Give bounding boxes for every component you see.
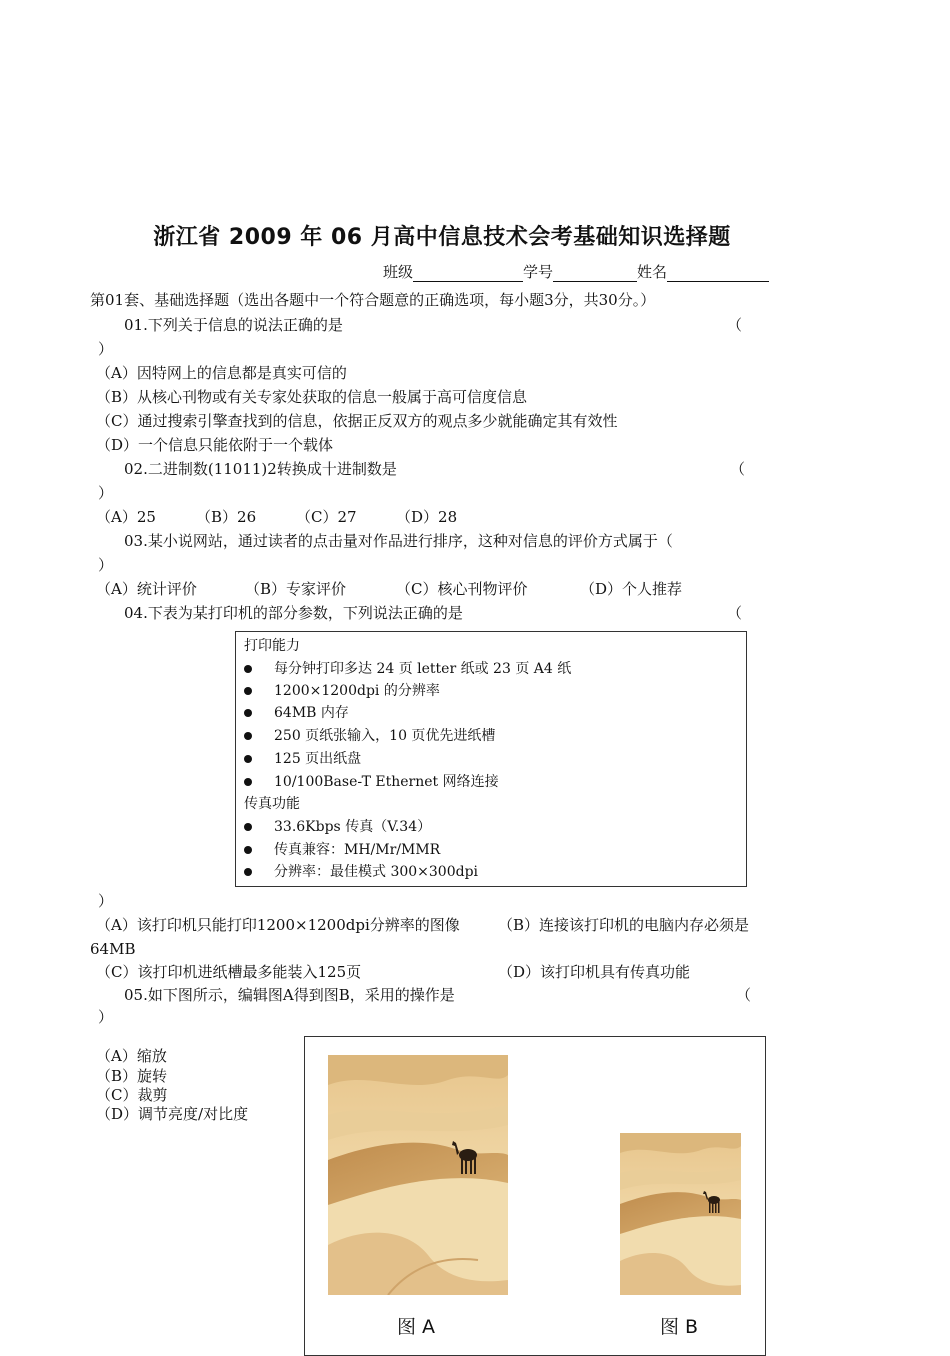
bullet-icon [244,868,252,876]
q2-option-a[interactable]: （A）25 [96,508,156,526]
q5-stem: 05.如下图所示，编辑图A得到图B，采用的操作是 [124,986,455,1004]
q4-option-b[interactable]: （B）连接该打印机的电脑内存必须是 [498,916,750,934]
q4-stem: 04.下表为某打印机的部分参数，下列说法正确的是 [124,604,463,622]
q5-answer-open-paren: （ [736,986,752,1004]
q1-answer-close-paren: ） [98,340,114,358]
bullet-icon [244,755,252,763]
student-info-line [383,262,769,282]
student-id-label: 学号 [523,263,554,281]
student-id-field[interactable] [553,265,637,282]
q1-option-c[interactable]: （C）通过搜索引擎查找到的信息，依据正反双方的观点多少就能确定其有效性 [96,412,618,430]
figure-a-caption: 图 A [397,1316,436,1338]
spec-item: 10/100Base-T Ethernet 网络连接 [244,771,499,791]
class-field[interactable] [413,265,523,282]
spec-item: 33.6Kbps 传真（V.34） [244,816,431,836]
print-capability-heading: 打印能力 [244,638,300,654]
q2-stem: 02.二进制数(11011)2转换成十进制数是 [124,460,397,478]
spec-item: 125 页出纸盘 [244,748,361,768]
q1-option-a[interactable]: （A）因特网上的信息都是真实可信的 [96,364,347,382]
bullet-icon [244,709,252,717]
spec-item: 每分钟打印多达 24 页 letter 纸或 23 页 A4 纸 [244,658,571,678]
q1-stem: 01.下列关于信息的说法正确的是 [124,316,343,334]
q2-answer-open-paren: （ [730,460,746,478]
spec-item: 传真兼容：MH/Mr/MMR [244,839,440,859]
q2-option-c[interactable]: （C）27 [296,508,357,526]
q4-option-b-continued[interactable]: 64MB [90,940,136,958]
bullet-icon [244,846,252,854]
q2-option-d[interactable]: （D）28 [396,508,458,526]
figure-b-desert-image [620,1133,741,1295]
q5-option-b[interactable]: （B）旋转 [96,1067,168,1085]
spec-item: 64MB 内存 [244,702,349,722]
section-heading: 第01套、基础选择题（选出各题中一个符合题意的正确选项，每小题3分，共30分。） [90,291,656,309]
bullet-icon [244,778,252,786]
q3-option-a[interactable]: （A）统计评价 [96,580,197,598]
q5-answer-close-paren: ） [98,1008,114,1026]
q5-option-c[interactable]: （C）裁剪 [96,1086,168,1104]
spec-item: 250 页纸张输入，10 页优先进纸槽 [244,725,495,745]
q2-option-b[interactable]: （B）26 [196,508,257,526]
figure-a-desert-image [328,1055,508,1295]
q4-option-c[interactable]: （C）该打印机进纸槽最多能装入125页 [96,963,362,981]
bullet-icon [244,823,252,831]
spec-item: 1200×1200dpi 的分辨率 [244,680,440,700]
printer-spec-table [235,631,747,887]
q3-option-d[interactable]: （D）个人推荐 [580,580,683,598]
name-field[interactable] [667,265,769,282]
q1-answer-open-paren: （ [727,316,743,334]
bullet-icon [244,665,252,673]
q3-stem: 03.某小说网站，通过读者的点击量对作品进行排序，这种对信息的评价方式属于（ [124,532,673,550]
q4-option-d[interactable]: （D）该打印机具有传真功能 [498,963,691,981]
q3-option-b[interactable]: （B）专家评价 [245,580,347,598]
fax-function-heading: 传真功能 [244,796,300,812]
q5-option-d[interactable]: （D）调节亮度/对比度 [96,1105,249,1123]
q2-answer-close-paren: ） [98,484,114,502]
name-label: 姓名 [637,263,668,281]
q4-option-a[interactable]: （A）该打印机只能打印1200×1200dpi分辨率的图像 [96,916,460,934]
bullet-icon [244,732,252,740]
q4-answer-close-paren: ） [98,892,114,910]
q5-figure [304,1036,766,1356]
q5-option-a[interactable]: （A）缩放 [96,1047,167,1065]
document-title: 浙江省 2009 年 06 月高中信息技术会考基础知识选择题 [153,225,731,250]
q1-option-b[interactable]: （B）从核心刊物或有关专家处获取的信息一般属于高可信度信息 [96,388,528,406]
figure-b-caption: 图 B [660,1316,699,1338]
class-label: 班级 [383,263,414,281]
q3-option-c[interactable]: （C）核心刊物评价 [396,580,528,598]
q3-answer-close-paren: ） [98,556,114,574]
q1-option-d[interactable]: （D）一个信息只能依附于一个载体 [96,436,334,454]
bullet-icon [244,687,252,695]
q4-answer-open-paren: （ [727,604,743,622]
spec-item: 分辨率：最佳模式 300×300dpi [244,861,478,881]
